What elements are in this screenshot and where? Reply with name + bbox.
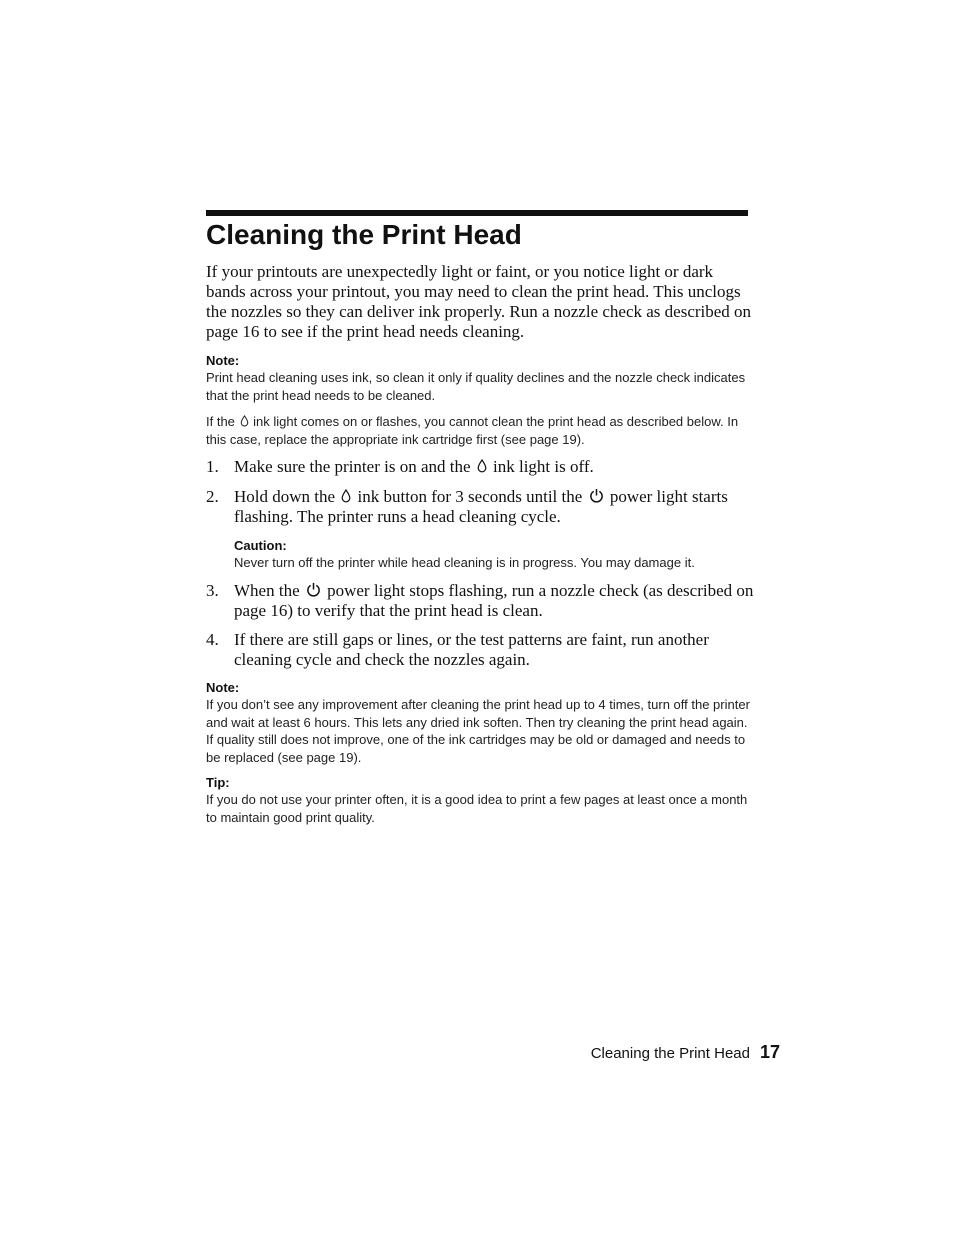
step-text-after: power light stops flashing, run a nozzle check (as described on page 16) to verify that the print head is clean. xyxy=(234,581,754,620)
note-text: If you don’t see any improvement after cleaning the print head up to 4 times, turn off the printer and wait at least 6 hours. This lets any dried ink soften. Then try cleaning the print head again. If quality still does not improve, one of the ink cartridges may be old or damaged and needs to be replaced (see page 19). xyxy=(206,697,750,765)
step-3 xyxy=(206,581,756,621)
ink-drop-icon xyxy=(341,489,351,503)
step-text-before: When the xyxy=(234,581,300,600)
step-4 xyxy=(206,630,756,670)
caution-text: Never turn off the printer while head cleaning is in progress. You may damage it. xyxy=(234,555,695,570)
tip-label: Tip: xyxy=(206,775,230,790)
page-footer xyxy=(591,1040,780,1066)
page-title: Cleaning the Print Head xyxy=(206,219,522,250)
note-text: Print head cleaning uses ink, so clean it only if quality declines and the nozzle check indicates that the print head needs to be cleaned. xyxy=(206,370,746,403)
caution-label: Caution: xyxy=(234,538,287,553)
power-icon xyxy=(306,582,321,597)
page-number: 17 xyxy=(759,1042,780,1062)
step-text: If there are still gaps or lines, or the test patterns are faint, run another cleaning cycle and check the nozzles again. xyxy=(234,630,709,669)
footer-section-title: Cleaning the Print Head xyxy=(590,1045,750,1062)
note-text-after: ink light comes on or flashes, you cannot clean the print head as described below. In this case, replace the appropriate ink cartridge first (see page 19). xyxy=(206,414,739,447)
ink-drop-icon xyxy=(477,459,487,473)
note-ink-light-paragraph xyxy=(206,413,754,448)
note-label: Note: xyxy=(206,353,240,368)
note-label: Note: xyxy=(206,680,240,695)
step-1 xyxy=(206,457,756,477)
step-text-after: power light starts flashing. The printer runs a head cleaning cycle. xyxy=(234,487,728,526)
step-text-middle: ink button for 3 seconds until the xyxy=(357,487,583,506)
step-text-after: ink light is off. xyxy=(493,457,594,476)
caution-block xyxy=(234,537,754,572)
tip-block xyxy=(206,774,754,826)
note-block-2 xyxy=(206,679,754,766)
step-text-before: Make sure the printer is on and the xyxy=(234,457,471,476)
note-block-1 xyxy=(206,352,754,404)
intro-paragraph: If your printouts are unexpectedly light or faint, or you notice light or dark bands across your printout, you may need to clean the print head. This unclogs the nozzles so they can deliver ink properly. Run a nozzle check as described on page 16 to see if the print head needs cleaning. xyxy=(206,262,752,341)
step-text-before: Hold down the xyxy=(234,487,336,506)
step-number: 1. xyxy=(206,457,219,476)
note-text-before: If the xyxy=(206,414,235,429)
tip-text: If you do not use your printer often, it is a good idea to print a few pages at least once a month to maintain good print quality. xyxy=(206,792,748,825)
step-number: 2. xyxy=(206,487,219,506)
step-number: 3. xyxy=(206,581,219,600)
ink-drop-icon xyxy=(240,415,249,427)
power-icon xyxy=(589,488,604,503)
step-number: 4. xyxy=(206,630,219,649)
step-2 xyxy=(206,487,756,527)
